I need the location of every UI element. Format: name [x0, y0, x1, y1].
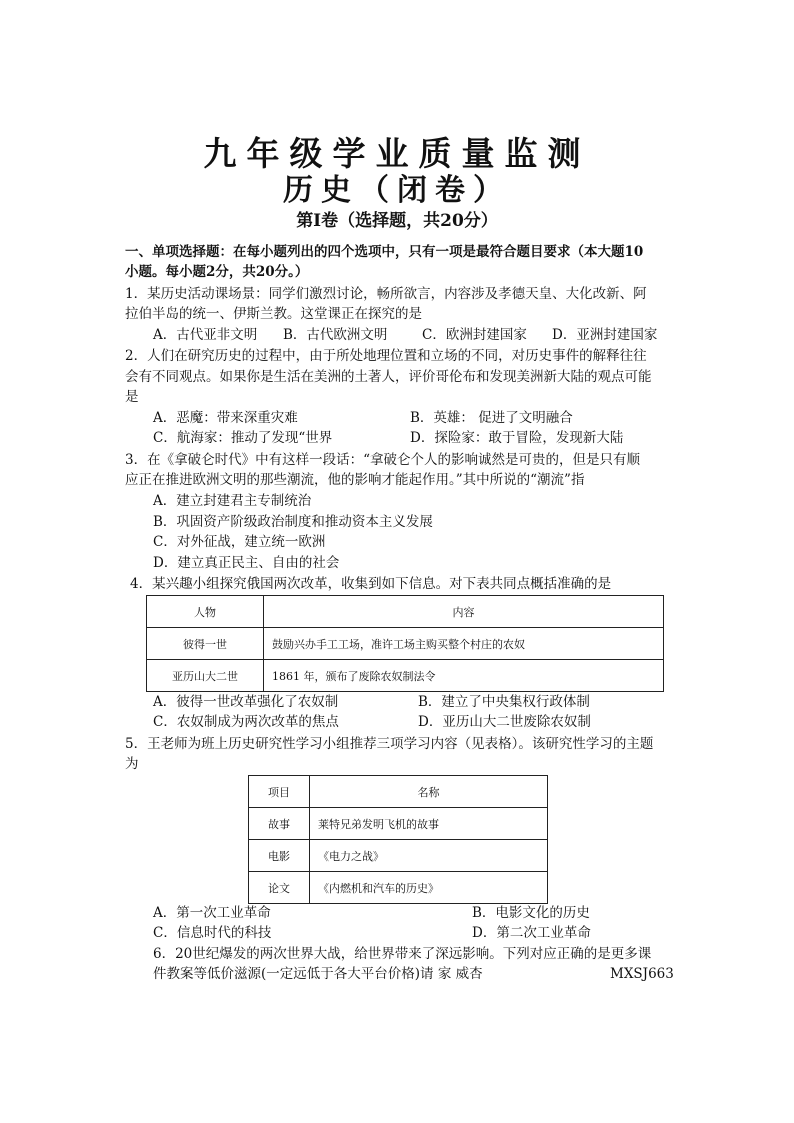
- q4-table: [146, 595, 664, 692]
- q3-line-1: 3．在《拿破仑时代》中有这样一段话：“拿破仑个人的影响诚然是可贵的，但是只有顺: [125, 452, 640, 468]
- q5-option-b: B．电影文化的历史: [472, 905, 590, 921]
- table-cell: 电影: [249, 840, 310, 872]
- q5-option-d: D．第二次工业革命: [472, 925, 591, 941]
- q6-line-2: 件教案等低价滋源(一定远低于各大平台价格)请 家 威杏: [153, 966, 483, 982]
- q4-option-d: D．亚历山大二世废除农奴制: [418, 714, 591, 730]
- exam-subject: 历史（闭卷）: [283, 173, 511, 208]
- table-cell: 莱特兄弟发明飞机的故事: [310, 808, 548, 840]
- q3-option-b: B．巩固资产阶级政治制度和推动资本主义发展: [153, 514, 433, 530]
- q4-line: 4．某兴趣小组探究俄国两次改革，收集到如下信息。对下表共同点概括准确的是: [130, 576, 612, 592]
- q3-option-d: D．建立真正民主、自由的社会: [153, 555, 340, 571]
- q2-option-d: D．探险家：敢于冒险，发现新大陆: [410, 430, 624, 446]
- q6-code: MXSJ663: [610, 966, 674, 982]
- q4-option-a: A．彼得一世改革强化了农奴制: [153, 694, 339, 710]
- q4-option-b: B．建立了中央集权行政体制: [418, 694, 590, 710]
- q1-option-d: D．亚洲封建国家: [552, 327, 658, 343]
- q2-line-1: 2．人们在研究历史的过程中，由于所处地理位置和立场的不同，对历史事件的解释往往: [125, 348, 647, 364]
- table-cell: 故事: [249, 808, 310, 840]
- table-cell: 《电力之战》: [310, 840, 548, 872]
- q1-line-1: 1．某历史活动课场景：同学们激烈讨论，畅所欲言，内容涉及孝德天皇、大化改新、阿: [125, 286, 647, 302]
- table-header-cell: 内容: [264, 596, 664, 628]
- exam-title: 九年级学业质量监测: [203, 134, 591, 173]
- table-row: [147, 628, 664, 660]
- q2-option-b: B．英雄： 促进了文明融合: [410, 410, 573, 426]
- table-header-cell: 名称: [310, 776, 548, 808]
- instructions-line-2: 小题。每小题2分，共20分。）: [125, 264, 309, 280]
- instructions-line-1: 一、单项选择题：在每小题列出的四个选项中，只有一项是最符合题目要求（本大题10: [125, 244, 644, 260]
- q5-option-a: A．第一次工业革命: [153, 905, 271, 921]
- q2-line-2: 会有不同观点。如果你是生活在美洲的土著人，评价哥伦布和发现美洲新大陆的观点可能: [125, 369, 652, 385]
- q5-table: [248, 775, 548, 904]
- q2-line-3: 是: [125, 389, 139, 405]
- q1-option-a: A．古代亚非文明: [153, 327, 258, 343]
- table-header-row: [249, 776, 548, 808]
- table-header-cell: 项目: [249, 776, 310, 808]
- table-cell: 《内燃机和汽车的历史》: [310, 872, 548, 904]
- q3-option-c: C．对外征战，建立统一欧洲: [153, 534, 326, 550]
- table-cell: 1861 年，颁布了废除农奴制法令: [264, 660, 664, 692]
- table-cell: 彼得一世: [147, 628, 264, 660]
- table-cell: 亚历山大二世: [147, 660, 264, 692]
- table-header-row: [147, 596, 664, 628]
- q6-line-1: 6．20世纪爆发的两次世界大战，给世界带来了深远影响。下列对应正确的是更多课: [153, 946, 652, 962]
- q5-option-c: C．信息时代的科技: [153, 925, 272, 941]
- table-header-cell: 人物: [147, 596, 264, 628]
- q1-option-b: B．古代欧洲文明: [283, 327, 388, 343]
- table-row: [147, 660, 664, 692]
- q1-line-2: 拉伯半岛的统一、伊斯兰教。这堂课正在探究的是: [125, 306, 422, 322]
- q2-option-c: C．航海家：推动了发现“世界: [153, 430, 333, 446]
- q3-option-a: A．建立封建君主专制统治: [153, 493, 312, 509]
- q5-line-1: 5．王老师为班上历史研究性学习小组推荐三项学习内容（见表格）。该研究性学习的主题: [125, 736, 654, 752]
- q5-line-2: 为: [125, 756, 139, 772]
- q1-option-c: C．欧洲封建国家: [422, 327, 527, 343]
- section-title: 第Ⅰ卷（选择题，共20分）: [296, 211, 498, 231]
- table-row: [249, 872, 548, 904]
- q3-line-2: 应正在推进欧洲文明的那些潮流，他的影响才能起作用。”其中所说的“潮流”指: [125, 472, 585, 488]
- table-cell: 论文: [249, 872, 310, 904]
- q2-option-a: A．恶魔：带来深重灾难: [153, 410, 298, 426]
- q4-option-c: C．农奴制成为两次改革的焦点: [153, 714, 339, 730]
- table-row: [249, 808, 548, 840]
- table-cell: 鼓励兴办手工工场，准许工场主购买整个村庄的农奴: [264, 628, 664, 660]
- table-row: [249, 840, 548, 872]
